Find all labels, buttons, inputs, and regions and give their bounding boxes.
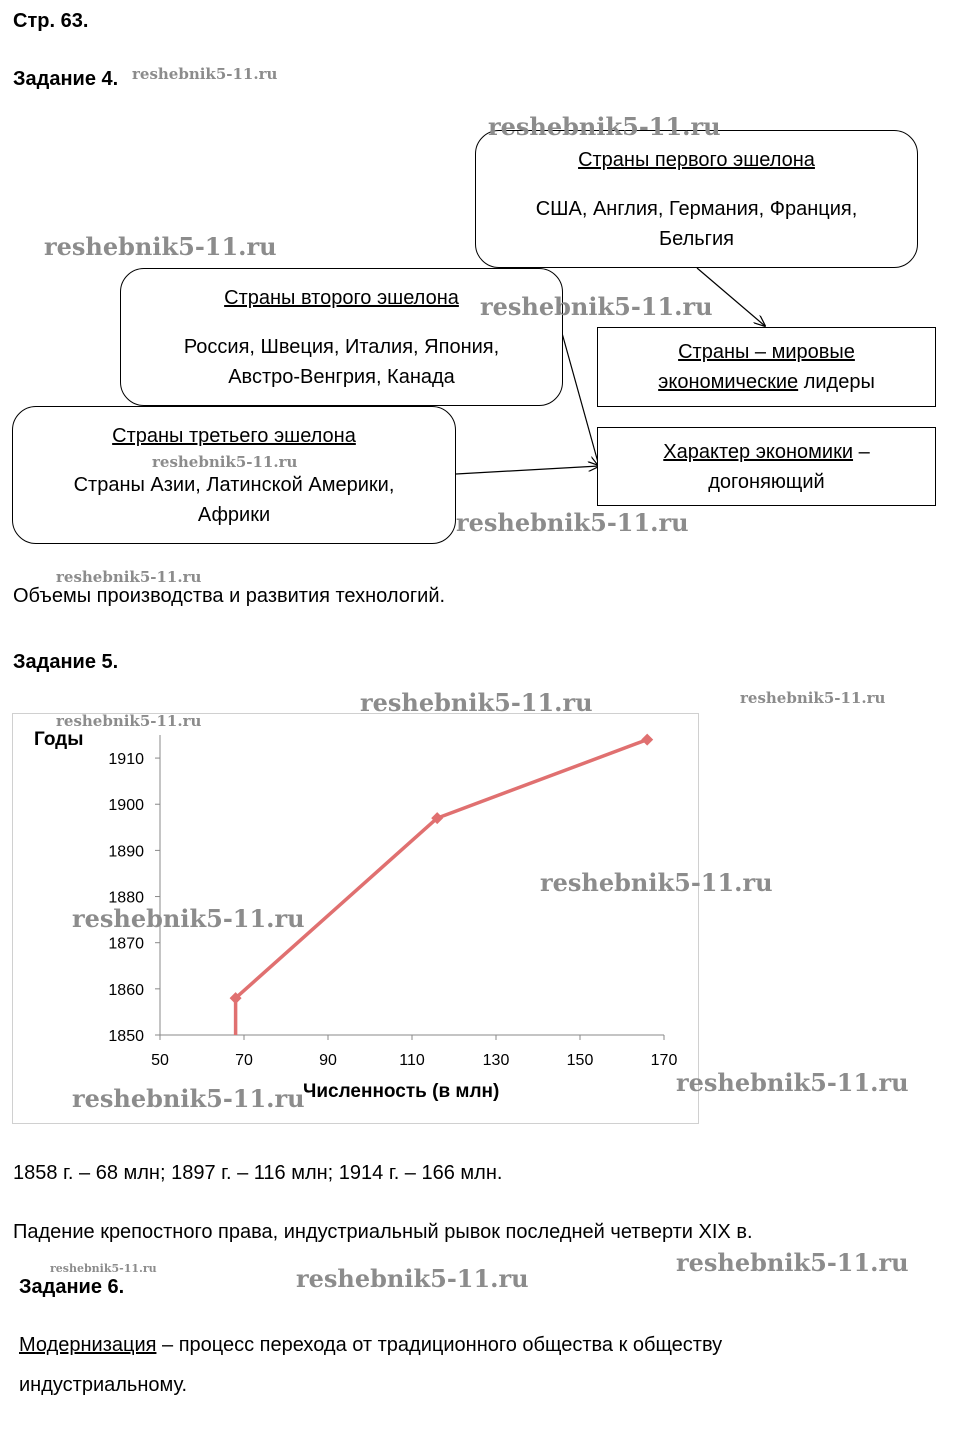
y-tick-label: 1870 (108, 935, 144, 953)
y-tick-label: 1850 (108, 1028, 144, 1045)
y-tick-label: 1880 (108, 889, 144, 907)
watermark: reshebnik5-11.ru (676, 1248, 909, 1277)
box-first-echelon (475, 130, 918, 268)
box-first-text-line2: Бельгия (659, 228, 734, 250)
watermark: reshebnik5-11.ru (296, 1264, 529, 1293)
watermark: reshebnik5-11.ru (72, 904, 305, 933)
arrow-second-to-character (562, 333, 599, 466)
x-tick-label: 130 (482, 1052, 510, 1069)
x-tick-label: 150 (566, 1052, 594, 1069)
watermark: reshebnik5-11.ru (540, 868, 773, 897)
chart-x-ticks (151, 1035, 677, 1069)
box-second-text-line1: Россия, Швеция, Италия, Япония, (183, 336, 500, 358)
task6-definition-line1 (19, 1334, 722, 1357)
watermark: reshebnik5-11.ru (488, 112, 721, 141)
watermark: reshebnik5-11.ru (132, 65, 278, 83)
box-third-echelon (12, 406, 456, 544)
watermark: reshebnik5-11.ru (360, 688, 593, 717)
watermark: reshebnik5-11.ru (740, 689, 886, 707)
y-tick-label: 1910 (108, 751, 144, 769)
x-tick-label: 170 (650, 1052, 678, 1069)
watermark: reshebnik5-11.ru (456, 508, 689, 537)
arrow-third-to-character (456, 466, 599, 474)
task6-title: Задание 6. (19, 1276, 125, 1298)
box-first-text-line1: США, Англия, Германия, Франция, (535, 198, 858, 220)
task5-answer2: Падение крепостного права, индустриальный рывок последней четверти XIX в. (13, 1221, 753, 1243)
watermark: reshebnik5-11.ru (676, 1068, 909, 1097)
box-second-echelon (120, 268, 563, 406)
box-leaders-line2 (598, 367, 935, 397)
chart-y-axis-title: Годы (34, 729, 84, 750)
box-leaders-line2-rest: лидеры (798, 371, 875, 393)
chart-x-axis-title: Численность (в млн) (303, 1081, 500, 1102)
watermark: reshebnik5-11.ru (72, 1084, 305, 1113)
watermark: reshebnik5-11.ru (480, 292, 713, 321)
chart-y-ticks (108, 751, 160, 1045)
box-third-text-line1: Страны Азии, Латинской Америки, (73, 474, 395, 496)
task5-answer1: 1858 г. – 68 млн; 1897 г. – 116 млн; 1914 г. – 166 млн. (13, 1162, 503, 1184)
watermark: reshebnik5-11.ru (50, 1262, 157, 1275)
watermark: reshebnik5-11.ru (56, 568, 202, 586)
box-second-title: Страны второго эшелона (224, 287, 459, 309)
task6-term: Модернизация (19, 1334, 157, 1356)
box-second-text-line2: Австро-Венгрия, Канада (228, 366, 455, 388)
page-header: Стр. 63. (13, 10, 89, 32)
box-character-line1 (598, 437, 935, 467)
task5-title: Задание 5. (13, 651, 119, 673)
watermark: reshebnik5-11.ru (44, 232, 277, 261)
box-character-line1-underlined: Характер экономики (663, 441, 854, 463)
task4-title: Задание 4. (13, 68, 119, 90)
data-point-marker (641, 734, 653, 746)
task4-answer: Объемы производства и развития технологий. (13, 585, 446, 607)
box-third-title: Страны третьего эшелона (112, 425, 356, 447)
box-first-title: Страны первого эшелона (578, 149, 815, 171)
x-tick-label: 70 (235, 1052, 253, 1069)
task6-definition-rest: – процесс перехода от традиционного общества к обществу (156, 1334, 723, 1356)
box-character-line2: догоняющий (708, 471, 825, 493)
box-economy-character (597, 427, 936, 506)
box-character-line1-rest: – (853, 441, 870, 463)
box-leaders-line2-underlined: экономические (658, 371, 799, 393)
watermark: reshebnik5-11.ru (152, 453, 298, 471)
box-third-text-line2: Африки (197, 504, 271, 526)
x-tick-label: 110 (399, 1052, 425, 1069)
task6-definition-line2: индустриальному. (19, 1374, 188, 1396)
box-economic-leaders (597, 327, 936, 407)
y-tick-label: 1890 (108, 843, 144, 861)
x-tick-label: 90 (319, 1052, 337, 1069)
box-leaders-line1: Страны – мировые (678, 341, 855, 363)
y-tick-label: 1860 (108, 981, 144, 999)
watermark: reshebnik5-11.ru (56, 712, 202, 730)
y-tick-label: 1900 (108, 797, 144, 815)
x-tick-label: 50 (151, 1052, 169, 1069)
